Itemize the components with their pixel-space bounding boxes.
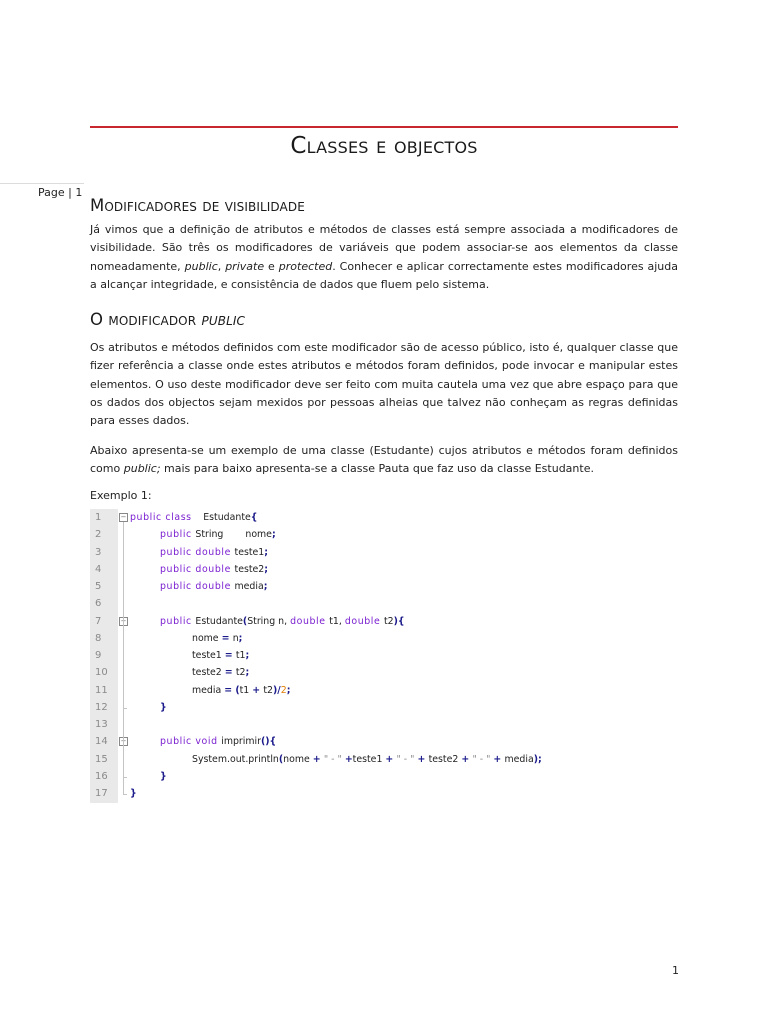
code-text: [192, 664, 249, 681]
code-line: [90, 768, 680, 785]
code-token: );: [533, 753, 542, 765]
code-line: [90, 595, 680, 612]
line-number: 3: [95, 546, 102, 558]
code-text: [192, 630, 242, 647]
code-token: nome: [245, 529, 272, 541]
paragraph-public-2: [90, 442, 678, 479]
code-line: [90, 682, 680, 699]
code-token: public double: [160, 581, 235, 592]
code-token: =: [224, 667, 236, 679]
code-token: media: [504, 753, 534, 765]
code-text: [160, 613, 405, 630]
code-line: [90, 785, 680, 802]
code-text: [130, 785, 137, 802]
code-token: +: [312, 753, 324, 765]
code-token: }: [130, 788, 137, 799]
code-text: [160, 699, 167, 716]
code-token: )/: [273, 684, 281, 696]
code-token: ;: [264, 546, 269, 558]
line-number: 14: [95, 736, 108, 748]
code-token: n: [232, 632, 239, 644]
code-line: [90, 544, 680, 561]
code-token: t1: [235, 650, 246, 661]
code-token: (: [278, 753, 284, 765]
code-token: public: [160, 529, 196, 541]
heading-prefix: O modificador: [90, 310, 202, 330]
fold-toggle-icon[interactable]: [119, 513, 128, 522]
code-text: [192, 682, 290, 699]
text-run: . Conhecer e aplicar correctamente estes modificadores ajuda a alcançar integridade, e consistência de dados que fluem pelo sistema.: [90, 259, 679, 291]
code-token: teste2: [234, 563, 265, 575]
code-token: +: [417, 753, 429, 765]
code-token: String n,: [247, 615, 291, 627]
code-token: ;: [263, 581, 268, 592]
line-number: 13: [95, 719, 108, 730]
line-number: 10: [95, 667, 108, 679]
code-token: +: [385, 753, 397, 765]
code-token: public: [160, 615, 196, 627]
line-number: 17: [95, 788, 108, 799]
fold-guide: [123, 626, 124, 708]
page-number: 1: [672, 964, 679, 977]
code-token: teste1: [352, 753, 386, 765]
code-token: ;: [264, 563, 269, 575]
code-token: out: [229, 753, 246, 765]
line-number: 1: [95, 512, 102, 523]
code-token: nome: [283, 753, 313, 765]
code-token: =: [221, 632, 233, 644]
line-number: 9: [95, 650, 102, 661]
code-token: " - ": [396, 753, 418, 765]
code-token: media: [234, 581, 264, 592]
line-number: 4: [95, 563, 102, 575]
code-token: Estudante: [195, 615, 243, 627]
text-run: Abaixo apresenta-se um exemplo de uma classe (Estudante) cujos atributos e métodos foram definidos como: [90, 443, 678, 475]
code-token: t1,: [329, 615, 345, 627]
code-token: String: [195, 529, 224, 541]
code-token: public class: [130, 512, 196, 523]
paragraph-public-1: Os atributos e métodos definidos com este modificador são de acesso público, isto é, qualquer classe que fizer referência a classe onde estes atributos e métodos foram definidos, pode invocar e manipular estes elementos. O uso deste modificador deve ser feito com muita cautela uma vez que abre espaço para que os dados dos objectos sejam mexidos por pessoas alheias que talvez não conheçam as regras definidas para esses dados.: [90, 341, 678, 428]
code-token: imprimir: [221, 736, 261, 748]
code-token: +: [252, 684, 264, 696]
code-token: {: [250, 512, 258, 523]
fold-guide-end: [123, 708, 127, 709]
code-text: [160, 733, 276, 750]
code-token: +: [493, 753, 505, 765]
code-token: +: [344, 753, 353, 765]
fold-guide-end: [123, 794, 127, 795]
section-heading-public: [90, 310, 678, 329]
code-line: [90, 664, 680, 681]
page-title: Classes e objectos: [290, 133, 478, 159]
code-token: public void: [160, 736, 222, 748]
example-label: Exemplo 1:: [90, 489, 152, 503]
code-token: t2: [383, 615, 394, 627]
code-token: public double: [160, 546, 235, 558]
code-line: [90, 526, 680, 543]
code-line: [90, 699, 680, 716]
code-token: media: [192, 684, 225, 696]
code-text: [160, 561, 268, 578]
code-line: [90, 751, 680, 768]
code-line: [90, 561, 680, 578]
code-token: =: [224, 684, 236, 696]
code-token: ;: [271, 529, 276, 541]
code-text: [160, 768, 167, 785]
code-token: ;: [245, 650, 250, 661]
document-body: [90, 196, 678, 502]
code-line: [90, 578, 680, 595]
line-number: 7: [95, 615, 102, 627]
code-token: =: [224, 650, 236, 661]
code-token: nome: [192, 632, 222, 644]
code-token: double: [344, 615, 384, 627]
code-token: teste2: [192, 667, 225, 679]
code-token: (){: [260, 736, 277, 748]
term-private: private: [225, 259, 265, 273]
code-token: .: [226, 753, 230, 765]
line-number: 5: [95, 581, 102, 592]
text-run: mais para baixo apresenta-se a classe Pauta que faz uso da classe Estudante.: [160, 461, 594, 475]
code-token: println: [248, 753, 279, 765]
section-heading-visibility: Modificadores de visibilidade: [90, 196, 305, 215]
header-rule: [90, 126, 678, 128]
line-number: 16: [95, 770, 108, 782]
line-number: 11: [95, 684, 108, 696]
line-number: 2: [95, 529, 102, 541]
code-token: teste1: [192, 650, 225, 661]
line-number: 12: [95, 701, 108, 713]
line-number: 15: [95, 753, 108, 765]
code-token: Estudante: [203, 512, 251, 523]
code-token: ;: [238, 632, 243, 644]
code-text: [130, 509, 257, 526]
code-listing: [90, 509, 680, 803]
text-run: ,: [217, 259, 226, 273]
code-token: " - ": [323, 753, 345, 765]
code-line: [90, 613, 680, 630]
code-token: " - ": [472, 753, 494, 765]
page-label-rule: [0, 183, 84, 184]
code-token: teste1: [234, 546, 265, 558]
code-line: [90, 716, 680, 733]
code-text: [192, 647, 249, 664]
code-text: [160, 544, 268, 561]
paragraph-visibility: [90, 221, 678, 294]
fold-guide-end: [123, 777, 127, 778]
code-text: [160, 578, 267, 595]
text-run: e: [264, 259, 279, 273]
term-public: public;: [123, 461, 161, 475]
code-line: [90, 630, 680, 647]
code-token: }: [160, 770, 167, 782]
code-token: ;: [286, 684, 291, 696]
code-token: t1: [239, 684, 253, 696]
page-label: Page | 1: [38, 186, 83, 199]
code-token: }: [160, 701, 167, 713]
code-text: [192, 751, 542, 768]
line-number: 6: [95, 598, 102, 610]
code-token: +: [461, 753, 473, 765]
term-protected: protected: [278, 259, 333, 273]
code-line: [90, 647, 680, 664]
fold-guide: [123, 746, 124, 777]
code-token: System: [192, 753, 227, 765]
code-token: 2: [280, 684, 287, 696]
text-run: Já vimos que a definição de atributos e métodos de classes está sempre associada a modificadores de visibilidade. São três os modificadores de variáveis que podem associar-se aos elementos da classe nomeadamente,: [90, 223, 678, 273]
code-token: ;: [245, 667, 250, 679]
code-line: [90, 733, 680, 750]
heading-term-public: public: [201, 310, 245, 330]
code-text: [160, 526, 276, 543]
code-token: ){: [393, 615, 405, 627]
code-token: (: [242, 615, 248, 627]
term-public: public: [184, 259, 218, 273]
code-token: public double: [160, 563, 235, 575]
code-token: (: [235, 684, 240, 696]
code-token: t2: [263, 684, 273, 696]
line-number: 8: [95, 632, 102, 644]
code-token: double: [290, 615, 330, 627]
code-token: teste2: [428, 753, 462, 765]
code-token: .: [245, 753, 249, 765]
code-token: t2: [235, 667, 246, 679]
code-line: [90, 509, 680, 526]
